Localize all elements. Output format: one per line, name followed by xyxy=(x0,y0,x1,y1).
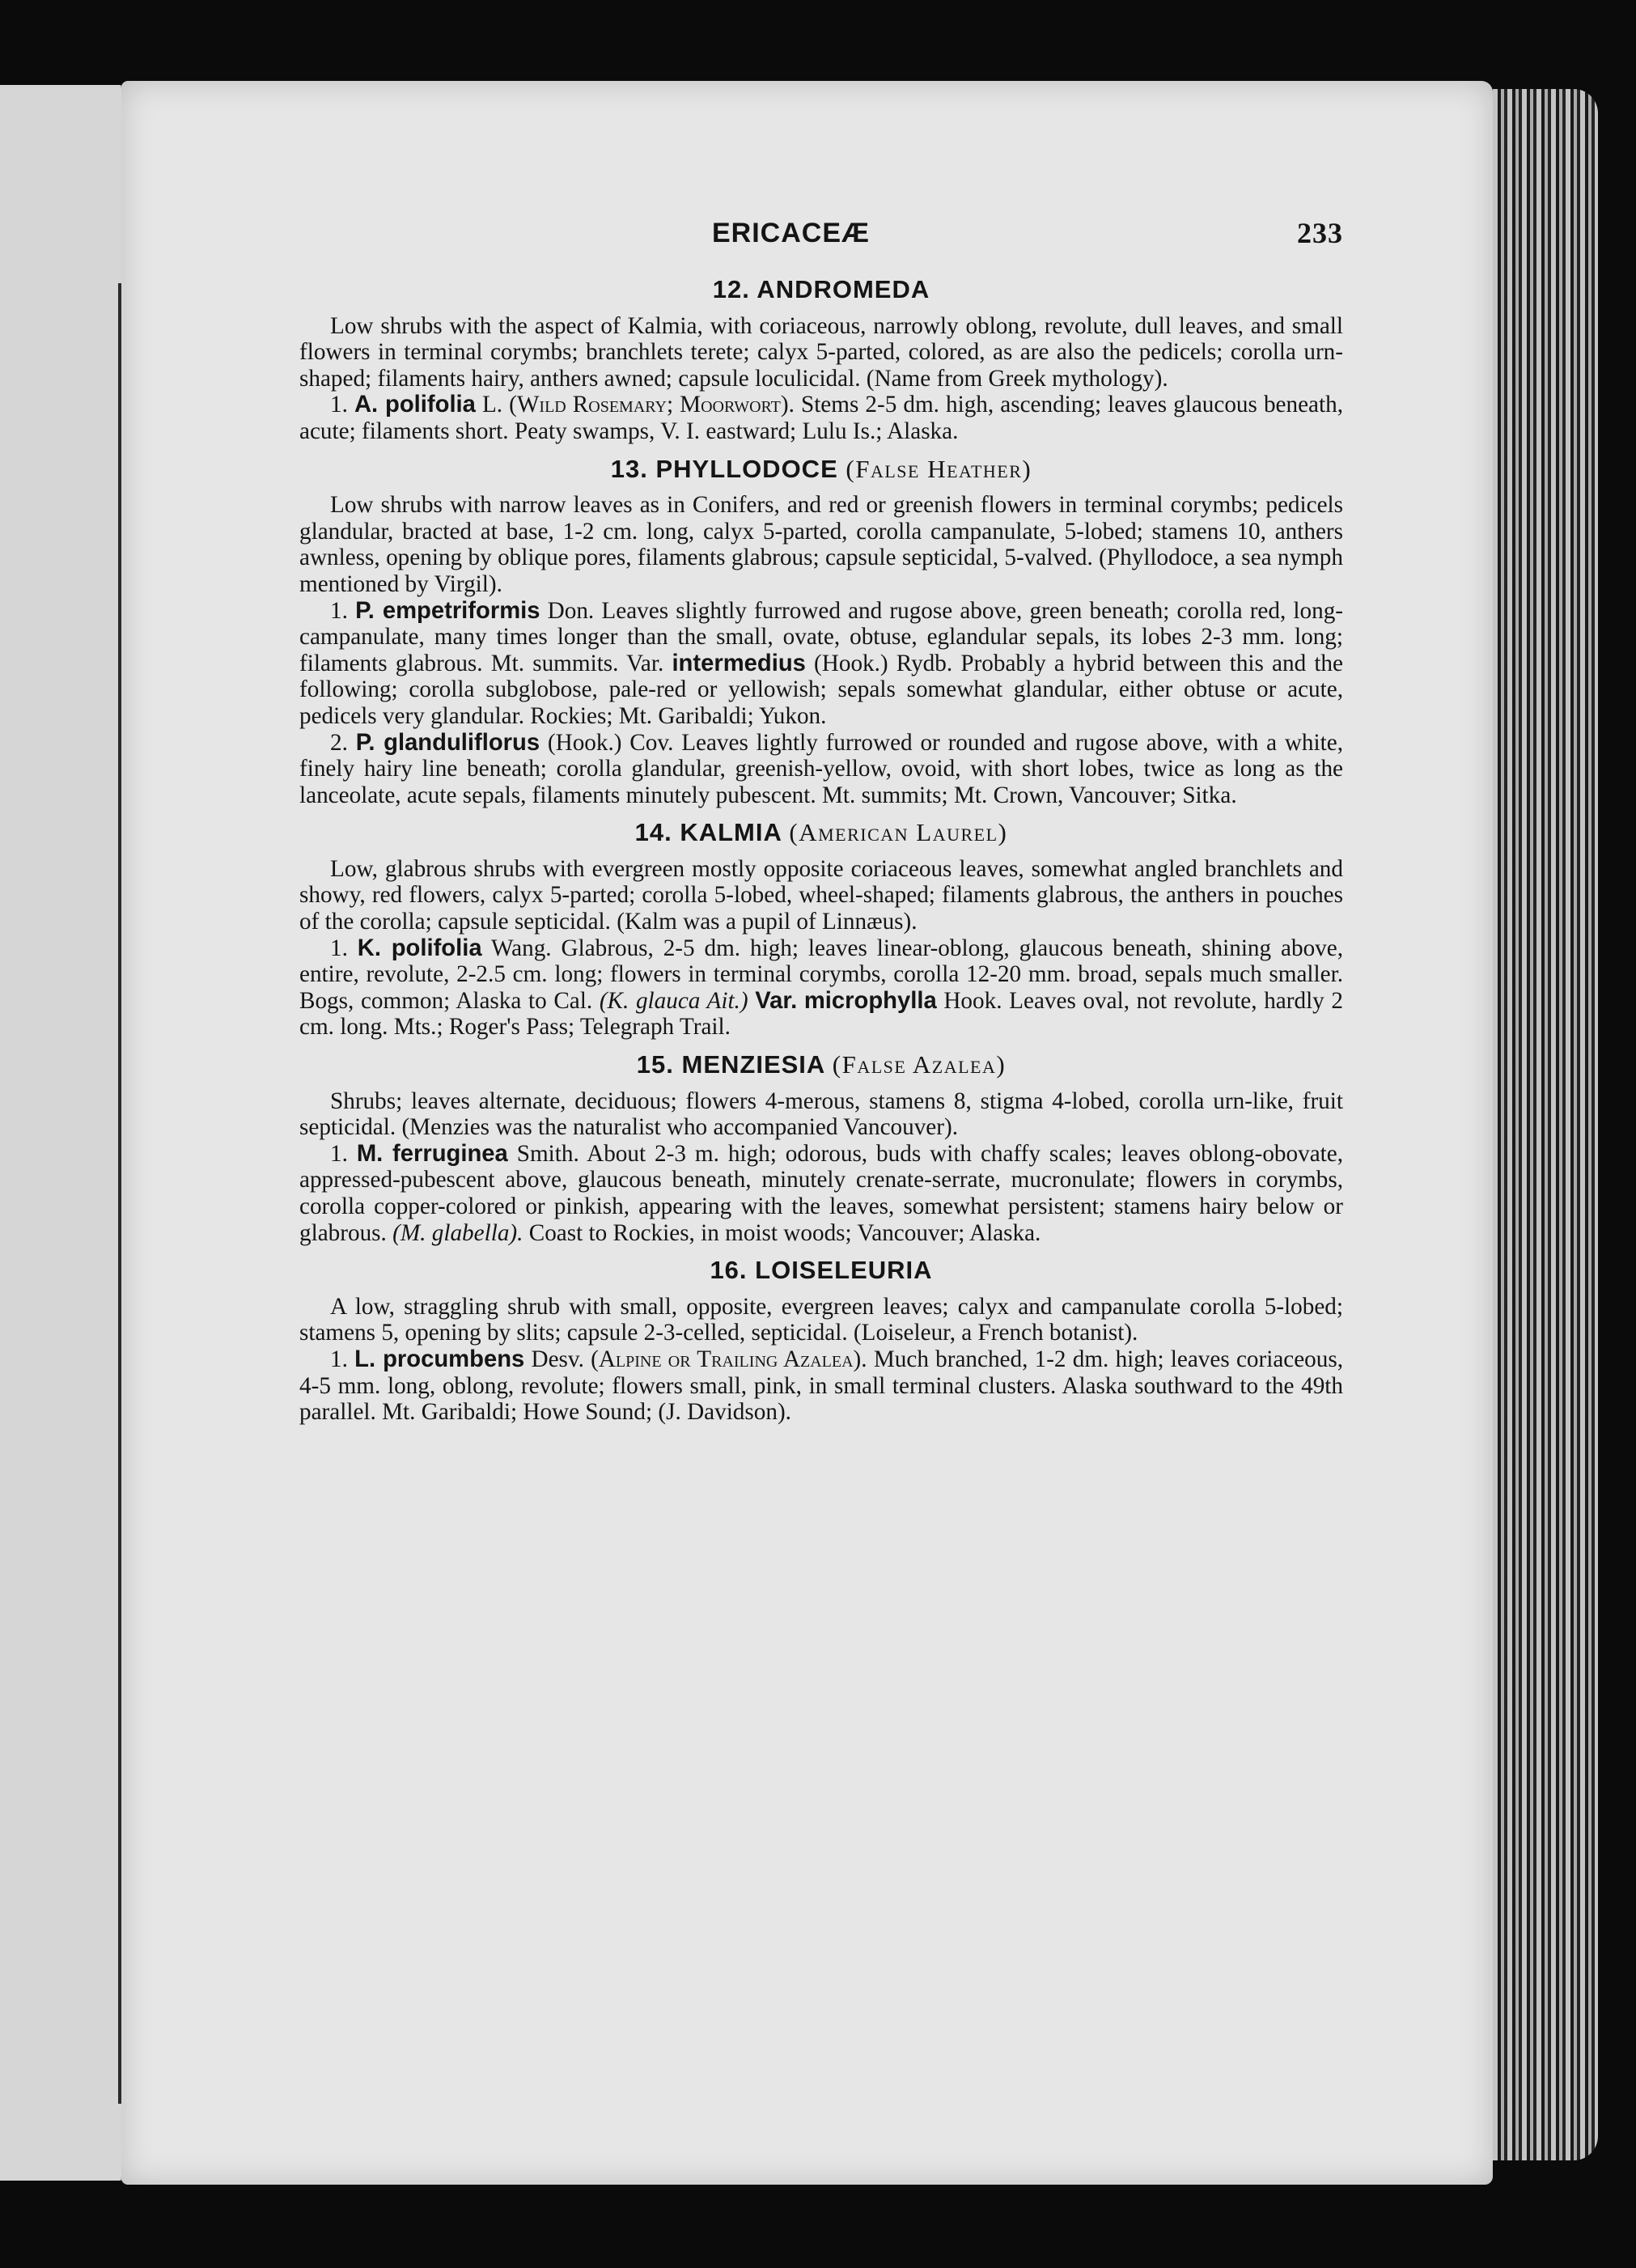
species-text: Glabrous, 2-5 dm. high; leaves linear-oblong, glaucous beneath, shining above, entire, revolute, 2-2.5 cm. long; flowers in terminal corymbs, corolla 12-20 mm. broad, sepals much smaller. Bogs, common; Alaska to Cal. xyxy=(299,935,1344,1014)
species-common-name: (Wild Rosemary; Moorwort). xyxy=(509,392,795,418)
running-head-title: ERICACEÆ xyxy=(712,218,871,248)
genus-heading xyxy=(299,456,1343,483)
species-name: A. polifolia xyxy=(354,392,476,418)
page-edges xyxy=(1493,89,1598,2160)
genus-name: 14. KALMIA xyxy=(634,818,782,847)
species-text: Leaves lightly furrowed or rounded and rugose above, with a white, finely hairy line beneath; corolla glandular, greenish-yellow, ovoid, with short lobes, twice as long as the lanceolate, acute sepals, filaments minutely pubescent. Mt. summits; Mt. Crown, Vancouver; Sitka. xyxy=(299,729,1343,808)
page-number: 233 xyxy=(1297,217,1343,249)
variety-author: Hook. xyxy=(943,987,1002,1014)
species-name: P. glanduliflorus xyxy=(355,729,540,756)
page-text xyxy=(299,217,1343,1426)
species-entry xyxy=(299,730,1343,809)
species-text: Leaves slightly furrowed and rugose above, green beneath; corolla red, long-campanulate, many times longer than the small, ovate, obtuse, eglandular sepals, its lobes 2-3 mm. long; filaments glabrous. Mt. summits. xyxy=(299,597,1344,676)
genus-common-name: (American Laurel) xyxy=(789,818,1008,847)
genus-heading xyxy=(299,820,1343,846)
species-number: 1. xyxy=(330,597,348,624)
species-author: Smith. xyxy=(516,1140,579,1167)
species-text: Stems 2-5 dm. high, ascending; leaves glaucous beneath, acute; filaments short. Peaty swamps, V. I. eastward; Lulu Is.; Alaska. xyxy=(299,392,1343,444)
species-text: Much branched, 1-2 dm. high; leaves coriaceous, 4-5 mm. long, oblong, revolute; flowers small, pink, in small terminal clusters. Alaska southward to the 49th parallel. Mt. Garibaldi; Howe Sound; (J. Davidson). xyxy=(299,1346,1344,1426)
variety-label: Var. xyxy=(626,650,664,676)
species-author: L. xyxy=(481,392,503,418)
species-name: K. polifolia xyxy=(357,935,482,961)
species-author: Wang. xyxy=(490,935,552,961)
species-entry xyxy=(299,935,1343,1041)
species-number: 1. xyxy=(330,935,348,961)
species-entry xyxy=(299,392,1343,444)
variety-name: intermedius xyxy=(672,650,806,676)
facing-page-edge xyxy=(0,85,125,2181)
genus-description: A low, straggling shrub with small, opposite, evergreen leaves; calyx and campanulate corolla 5-lobed; stamens 5, opening by slits; capsule 2-3-celled, septicidal. (Loiseleur, a French botanist). xyxy=(299,1293,1343,1346)
species-entry xyxy=(299,1346,1343,1426)
species-number: 1. xyxy=(330,392,348,418)
variety-name: microphylla xyxy=(803,987,937,1014)
genus-common-name: (False Heather) xyxy=(846,454,1032,483)
genus-name: 13. PHYLLODOCE xyxy=(610,454,838,483)
species-author: Desv. xyxy=(531,1346,584,1372)
genus-heading xyxy=(299,1052,1343,1079)
species-entry xyxy=(299,1141,1343,1246)
species-number: 1. xyxy=(330,1140,348,1167)
species-entry xyxy=(299,598,1343,730)
genus-name: 12. ANDROMEDA xyxy=(712,275,930,303)
species-author: Don. xyxy=(547,597,595,624)
species-name: M. ferruginea xyxy=(356,1140,508,1167)
genus-heading xyxy=(299,1257,1343,1284)
running-header xyxy=(299,217,1343,265)
species-number: 1. xyxy=(330,1346,348,1372)
species-author: (Hook.) Cov. xyxy=(547,729,674,756)
species-number: 2. xyxy=(330,729,348,756)
genus-description: Low shrubs with the aspect of Kalmia, with coriaceous, narrowly oblong, revolute, dull leaves, and small flowers in terminal corymbs; branchlets terete; calyx 5-parted, colored, as are also the pedicels; corolla urn-shaped; filaments hairy, anthers awned; capsule loculicidal. (Name from Greek mythology). xyxy=(299,312,1343,392)
genus-description: Low shrubs with narrow leaves as in Conifers, and red or greenish flowers in terminal corymbs; pedicels glandular, bracted at base, 1-2 cm. long, calyx 5-parted, corolla campanulate, 5-lobed; stamens 10, anthers awnless, opening by oblique pores, filaments glabrous; capsule septicidal, 5-valved. (Phyllodoce, a sea nymph mentioned by Virgil). xyxy=(299,492,1343,597)
genus-description: Shrubs; leaves alternate, deciduous; flowers 4-merous, stamens 8, stigma 4-lobed, corolla urn-like, fruit septicidal. (Menzies was the naturalist who accompanied Vancouver). xyxy=(299,1087,1343,1141)
variety-text: Probably a hybrid between this and the following; corolla subglobose, pale-red or yellowish; sepals somewhat glandular, either obtuse or acute, pedicels very glandular. Rockies; Mt. Garibaldi; Yukon. xyxy=(299,650,1343,729)
variety-label: Var. xyxy=(755,987,798,1014)
genus-name: 16. LOISELEURIA xyxy=(710,1256,933,1285)
species-name: P. empetriformis xyxy=(355,597,540,624)
species-synonym: (K. glauca Ait.) xyxy=(599,987,748,1014)
species-synonym: (M. glabella). xyxy=(392,1219,523,1246)
species-range: Coast to Rockies, in moist woods; Vancouver; Alaska. xyxy=(528,1219,1041,1246)
species-name: L. procumbens xyxy=(354,1346,525,1372)
variety-author: (Hook.) Rydb. xyxy=(814,650,953,676)
variety-text: Leaves oval, not revolute, hardly 2 cm. long. Mts.; Roger's Pass; Telegraph Trail. xyxy=(299,987,1344,1041)
genus-description: Low, glabrous shrubs with evergreen mostly opposite coriaceous leaves, somewhat angled branchlets and showy, red flowers, calyx 5-parted; corolla 5-lobed, wheel-shaped; filaments glabrous, the anthers in pouches of the corolla; capsule septicidal. (Kalm was a pupil of Linnæus). xyxy=(299,855,1343,935)
species-common-name: (Alpine or Trailing Azalea). xyxy=(591,1346,867,1372)
genus-common-name: (False Azalea) xyxy=(832,1050,1007,1079)
genus-name: 15. MENZIESIA xyxy=(636,1050,825,1079)
genus-heading xyxy=(299,277,1343,303)
species-text: About 2-3 m. high; odorous, buds with chaffy scales; leaves oblong-obovate, appressed-pubescent above, glaucous beneath, minutely crenate-serrate, mucronulate; flowers in corymbs, corolla copper-colored or pinkish, appearing with the leaves, somewhat persistent; stamens hairy below or glabrous. xyxy=(299,1140,1344,1246)
